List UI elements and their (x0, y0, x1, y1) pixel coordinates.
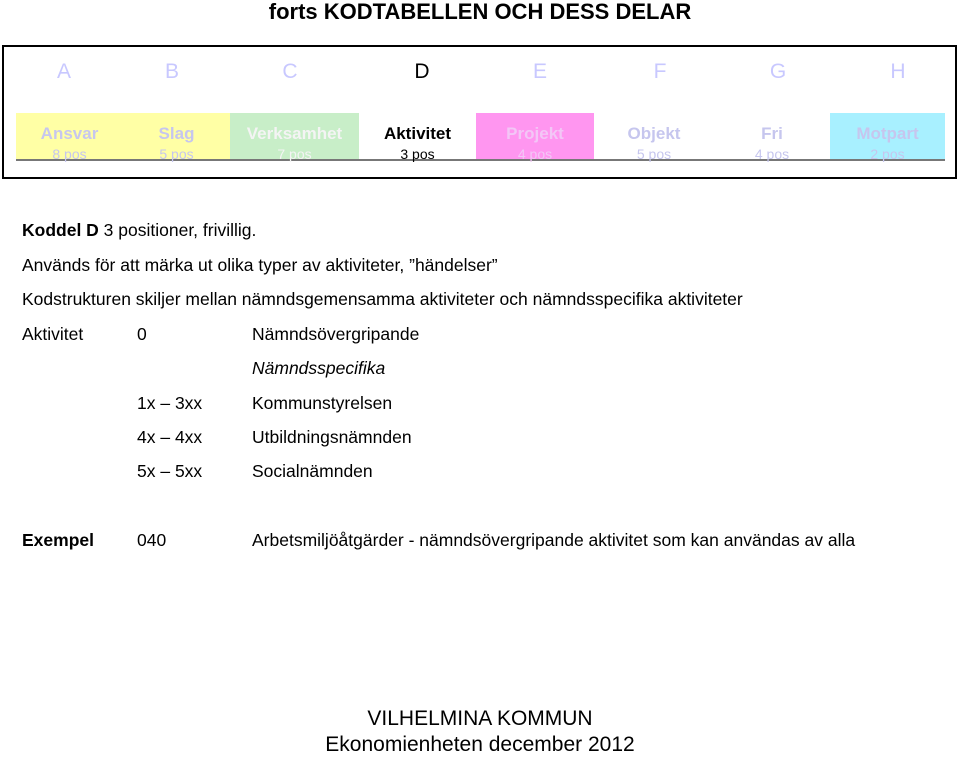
code-zero-description: Nämndsövergripande (252, 324, 420, 344)
koddel-heading (22, 219, 256, 241)
code-range-description: Socialnämnden (252, 461, 373, 481)
aktivitet-label: Aktivitet (22, 324, 84, 344)
segment-name: Motpart (856, 124, 919, 143)
column-letters (4, 47, 955, 113)
structure-text: Kodstrukturen skiljer mellan nämndsgemensamma aktiviteter och nämndsspecifika aktiviteter (22, 289, 743, 309)
segment-verksamhet (230, 113, 359, 162)
segment-slag (123, 113, 230, 162)
specific-subheading: Nämndsspecifika (252, 358, 386, 378)
segment-positions: 5 pos (159, 146, 194, 162)
code-range: 4x – 4xx (137, 427, 203, 447)
segment-name: Fri (761, 124, 783, 143)
column-letter-g: G (769, 60, 787, 83)
code-table (2, 45, 957, 179)
code-range: 5x – 5xx (137, 461, 203, 481)
segment-name: Verksamhet (246, 124, 343, 143)
segment-projekt (476, 113, 594, 162)
usage-text: Används för att märka ut olika typer av aktiviteter, ”händelser” (22, 255, 498, 275)
code-range-description: Utbildningsnämnden (252, 427, 412, 447)
segment-positions: 8 pos (52, 146, 87, 162)
column-letter-f: F (653, 60, 667, 83)
example-text: Arbetsmiljöåtgärder - nämndsövergripande aktivitet som kan användas av alla (252, 530, 856, 550)
segment-name: Objekt (627, 124, 681, 143)
footer-org: VILHELMINA KOMMUN (367, 707, 593, 730)
column-letter-a: A (56, 60, 71, 83)
column-letter-e: E (532, 60, 547, 83)
segment-positions: 4 pos (517, 146, 553, 162)
page-title: forts KODTABELLEN OCH DESS DELAR (268, 0, 692, 24)
segment-name: Ansvar (40, 124, 99, 143)
segment-name: Slag (158, 124, 195, 143)
segment-positions: 7 pos (277, 146, 312, 162)
column-letter-b: B (164, 60, 179, 83)
column-letter-c: C (282, 60, 298, 83)
code-range: 1x – 3xx (137, 393, 203, 413)
segment-positions: 4 pos (754, 146, 790, 162)
example-label: Exempel (22, 530, 94, 550)
segment-positions: 5 pos (636, 146, 672, 162)
segment-name: Projekt (506, 124, 564, 143)
koddel-description: 3 positioner, frivillig. (98, 220, 257, 240)
example-code: 040 (137, 530, 167, 550)
code-zero: 0 (137, 324, 147, 344)
segment-positions: 2 pos (870, 146, 905, 162)
segment-positions: 3 pos (400, 146, 435, 162)
koddel-label: Koddel D (22, 220, 99, 240)
segment-bar (16, 113, 945, 161)
segment-ansvar (16, 113, 123, 162)
segment-name: Aktivitet (383, 124, 452, 143)
segment-fri (714, 113, 830, 162)
segment-objekt (594, 113, 714, 162)
segment-motpart (830, 113, 945, 162)
column-letter-h: H (890, 60, 906, 83)
segment-aktivitet (359, 113, 476, 162)
footer-dept: Ekonomienheten december 2012 (325, 733, 635, 756)
code-range-description: Kommunstyrelsen (252, 393, 393, 413)
column-letter-d: D (414, 60, 430, 83)
